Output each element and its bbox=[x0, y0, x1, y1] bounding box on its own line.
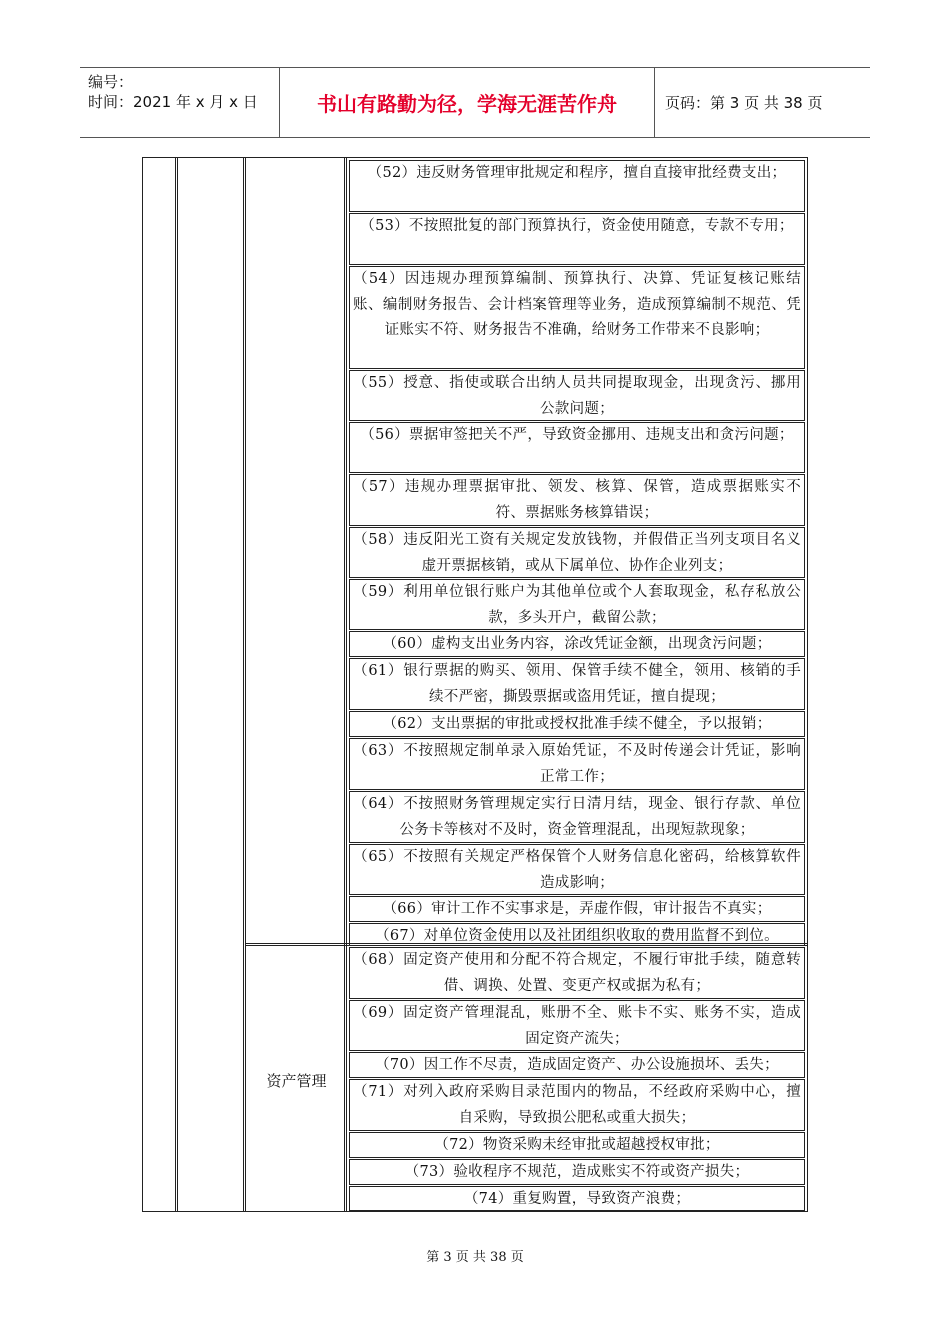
header-slogan: 书山有路勤为径，学海无涯苦作舟 bbox=[280, 68, 655, 137]
table-row: （64）不按照财务管理规定实行日清月结，现金、银行存款、单位公务卡等核对不及时，资金管理混乱，出现短款现象； bbox=[349, 791, 805, 843]
content-table bbox=[142, 157, 808, 1212]
table-row: （61）银行票据的购买、领用、保管手续不健全，领用、核销的手续不严密，撕毁票据或盗用凭证，擅自提现； bbox=[349, 658, 805, 710]
table-row: （60）虚构支出业务内容，涂改凭证金额，出现贪污问题； bbox=[349, 631, 805, 657]
table-row: （56）票据审签把关不严，导致资金挪用、违规支出和贪污问题； bbox=[349, 422, 805, 473]
column-divider bbox=[175, 158, 178, 1211]
table-row: （59）利用单位银行账户为其他单位或个人套取现金，私存私放公款，多头开户，截留公款； bbox=[349, 579, 805, 630]
column-divider bbox=[243, 158, 246, 1211]
header-page-info: 页码：第 3 页 共 38 页 bbox=[665, 94, 823, 112]
table-row: （72）物资采购未经审批或超越授权审批； bbox=[349, 1132, 805, 1158]
item-rows bbox=[347, 160, 805, 1209]
page-header bbox=[80, 67, 870, 138]
header-meta bbox=[80, 68, 280, 137]
table-row: （70）因工作不尽责，造成固定资产、办公设施损坏、丢失； bbox=[349, 1052, 805, 1078]
table-row: （67）对单位资金使用以及社团组织收取的费用监督不到位。 bbox=[349, 923, 805, 946]
category-asset-management: 资产管理 bbox=[266, 1072, 327, 1090]
time-label: 时间：2021 年 x 月 x 日 bbox=[88, 93, 258, 111]
table-row: （58）违反阳光工资有关规定发放钱物，并假借正当列支项目名义虚开票据核销，或从下属单位、协作企业列支； bbox=[349, 527, 805, 578]
table-row: （57）违规办理票据审批、领发、核算、保管，造成票据账实不符、票据账务核算错误； bbox=[349, 474, 805, 526]
table-row: （63）不按照规定制单录入原始凭证，不及时传递会计凭证，影响正常工作； bbox=[349, 738, 805, 790]
table-row: （54）因违规办理预算编制、预算执行、决算、凭证复核记账结账、编制财务报告、会计档案管理等业务，造成预算编制不规范、凭证账实不符、财务报告不准确，给财务工作带来不良影响； bbox=[349, 266, 805, 369]
table-row: （69）固定资产管理混乱，账册不全、账卡不实、账务不实，造成固定资产流失； bbox=[349, 1000, 805, 1051]
code-label: 编号： bbox=[88, 73, 134, 91]
table-row: （65）不按照有关规定严格保管个人财务信息化密码，给核算软件造成影响； bbox=[349, 844, 805, 895]
table-row: （53）不按照批复的部门预算执行，资金使用随意，专款不专用； bbox=[349, 213, 805, 265]
table-row: （52）违反财务管理审批规定和程序，擅自直接审批经费支出； bbox=[349, 160, 805, 212]
table-row: （73）验收程序不规范，造成账实不符或资产损失； bbox=[349, 1159, 805, 1185]
table-row: （62）支出票据的审批或授权批准手续不健全，予以报销； bbox=[349, 711, 805, 737]
table-row: （55）授意、指使或联合出纳人员共同提取现金，出现贪污、挪用公款问题； bbox=[349, 370, 805, 421]
table-row: （66）审计工作不实事求是，弄虚作假，审计报告不真实； bbox=[349, 896, 805, 922]
table-row: （74）重复购置，导致资产浪费； bbox=[349, 1186, 805, 1211]
table-row: （71）对列入政府采购目录范围内的物品，不经政府采购中心，擅自采购，导致损公肥私或重大损失； bbox=[349, 1079, 805, 1131]
table-row: （68）固定资产使用和分配不符合规定，不履行审批手续，随意转借、调换、处置、变更产权或据为私有； bbox=[349, 947, 805, 999]
page-footer: 第 3 页 共 38 页 bbox=[426, 1250, 524, 1265]
